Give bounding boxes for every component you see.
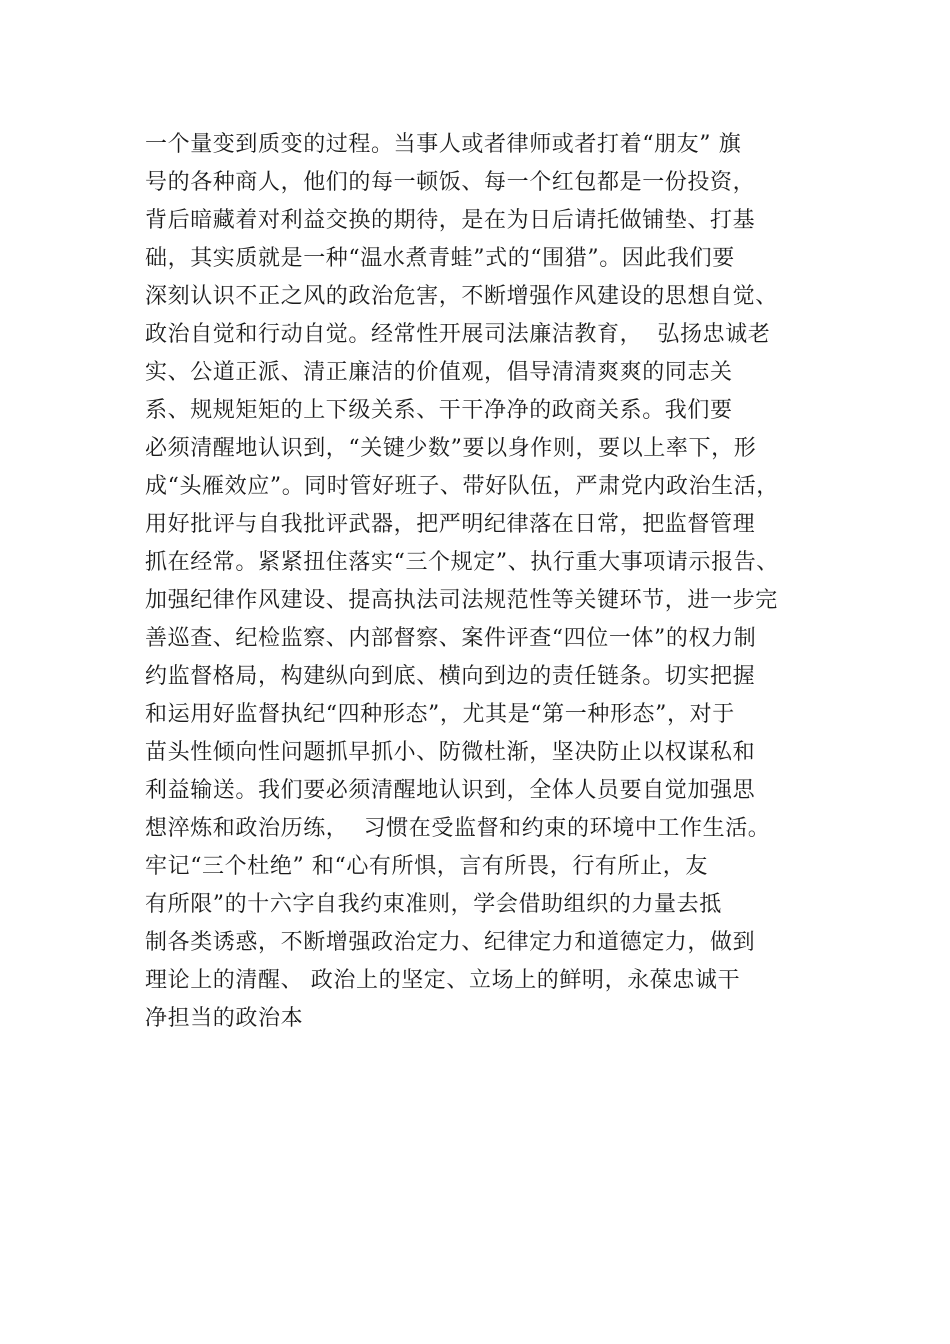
text-line-22: 制各类诱惑，不断增强政治定力、纪律定力和道德定力，做到 <box>145 930 756 955</box>
text-line-5: 深刻认识不正之风的政治危害，不断增强作风建设的思想自觉、 <box>145 284 778 309</box>
text-line-7: 实、公道正派、清正廉洁的价值观，倡导清清爽爽的同志关 <box>145 360 733 385</box>
text-line-16: 和运用好监督执纪“四种形态”，尤其是“第一种形态”，对于 <box>145 702 735 727</box>
text-line-2: 号的各种商人，他们的每一顿饭、每一个红包都是一份投资， <box>145 170 756 195</box>
body-paragraph <box>145 126 845 1038</box>
text-line-1: 一个量变到质变的过程。当事人或者律师或者打着“朋友” 旗 <box>145 132 742 157</box>
text-line-3: 背后暗藏着对利益交换的期待，是在为日后请托做铺垫、打基 <box>145 208 756 233</box>
text-line-20: 牢记“三个杜绝” 和“心有所惧，言有所畏，行有所止，友 <box>145 854 708 879</box>
text-line-4: 础，其实质就是一种“温水煮青蛙”式的“围猎”。因此我们要 <box>145 246 735 271</box>
text-line-13: 加强纪律作风建设、提高执法司法规范性等关键环节，进一步完 <box>145 588 778 613</box>
text-line-24: 净担当的政治本 <box>145 1006 304 1031</box>
text-line-14: 善巡查、纪检监察、内部督察、案件评查“四位一体”的权力制 <box>145 626 757 651</box>
text-line-11: 用好批评与自我批评武器，把严明纪律落在日常，把监督管理 <box>145 512 756 537</box>
text-line-19: 想淬炼和政治历练， 习惯在受监督和约束的环境中工作生活。 <box>145 816 771 841</box>
text-line-17: 苗头性倾向性问题抓早抓小、防微杜渐，坚决防止以权谋私和 <box>145 740 756 765</box>
text-line-10: 成“头雁效应”。同时管好班子、带好队伍，严肃党内政治生活， <box>145 474 779 499</box>
text-line-8: 系、规规矩矩的上下级关系、干干净净的政商关系。我们要 <box>145 398 733 423</box>
text-line-6: 政治自觉和行动自觉。经常性开展司法廉洁教育， 弘扬忠诚老 <box>145 322 771 347</box>
text-line-23: 理论上的清醒、 政治上的坚定、立场上的鲜明，永葆忠诚干 <box>145 968 741 993</box>
text-line-18: 利益输送。我们要必须清醒地认识到，全体人员要自觉加强思 <box>145 778 756 803</box>
text-line-9: 必须清醒地认识到，“关键少数”要以身作则，要以上率下，形 <box>145 436 757 461</box>
text-line-15: 约监督格局，构建纵向到底、横向到边的责任链条。切实把握 <box>145 664 756 689</box>
text-line-12: 抓在经常。紧紧扭住落实“三个规定”、执行重大事项请示报告、 <box>145 550 779 575</box>
text-line-21: 有所限”的十六字自我约束准则，学会借助组织的力量去抵 <box>145 892 722 917</box>
